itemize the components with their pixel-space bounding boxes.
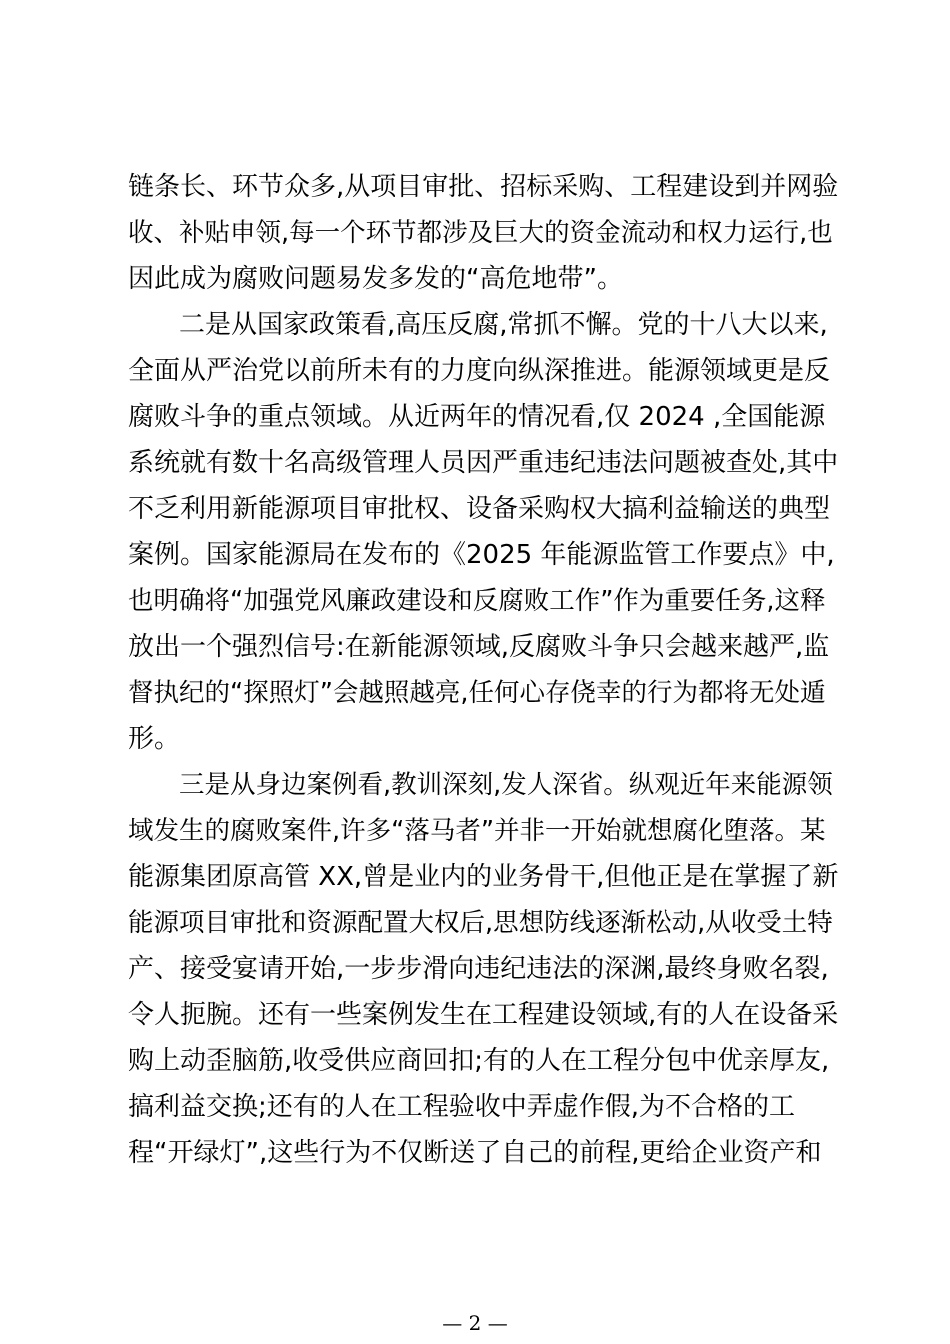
text-line: 因此成为腐败问题易发多发的“高危地带”。 (128, 264, 623, 294)
text-line: 全面从严治党以前所未有的力度向纵深推进。能源领域更是反 (128, 356, 831, 386)
text-line: 系统就有数十名高级管理人员因严重违纪违法问题被查处,其中 (128, 448, 839, 478)
text-line: 搞利益交换;还有的人在工程验收中弄虚作假,为不合格的工 (128, 1092, 796, 1122)
text-line: 程“开绿灯”,这些行为不仅断送了自己的前程,更给企业资产和 (128, 1138, 822, 1168)
text-line: 令人扼腕。还有一些案例发生在工程建设领域,有的人在设备采 (128, 1000, 839, 1030)
text-line: 不乏利用新能源项目审批权、设备采购权大搞利益输送的典型 (128, 494, 831, 524)
text-line: 产、接受宴请开始,一步步滑向违纪违法的深渊,最终身败名裂, (128, 954, 829, 984)
text-line: 能源集团原高管 XX,曾是业内的业务骨干,但他正是在掌握了新 (128, 862, 839, 892)
text-line: 链条长、环节众多,从项目审批、招标采购、工程建设到并网验 (128, 172, 839, 202)
text-line: 腐败斗争的重点领域。从近两年的情况看,仅 2024 ,全国能源 (128, 402, 826, 432)
text-line: 案例。国家能源局在发布的《2025 年能源监管工作要点》中, (128, 540, 835, 570)
text-line: 督执纪的“探照灯”会越照越亮,任何心存侥幸的行为都将无处遁 (128, 678, 826, 708)
text-line: 域发生的腐败案件,许多“落马者”并非一开始就想腐化堕落。某 (128, 816, 826, 846)
text-line: 形。 (128, 724, 181, 754)
paragraph-start-line: 二是从国家政策看,高压反腐,常抓不懈。党的十八大以来, (179, 310, 828, 340)
page-number: — 2 — (442, 1311, 508, 1335)
paragraph-start-line: 三是从身边案例看,教训深刻,发人深省。纵观近年来能源领 (179, 770, 833, 800)
text-line: 收、补贴申领,每一个环节都涉及巨大的资金流动和权力运行,也 (128, 218, 833, 248)
text-line: 购上动歪脑筋,收受供应商回扣;有的人在工程分包中优亲厚友, (128, 1046, 830, 1076)
text-line: 也明确将“加强党风廉政建设和反腐败工作”作为重要任务,这释 (128, 586, 826, 616)
text-line: 放出一个强烈信号:在新能源领域,反腐败斗争只会越来越严,监 (128, 632, 830, 662)
text-line: 能源项目审批和资源配置大权后,思想防线逐渐松动,从收受土特 (128, 908, 833, 938)
